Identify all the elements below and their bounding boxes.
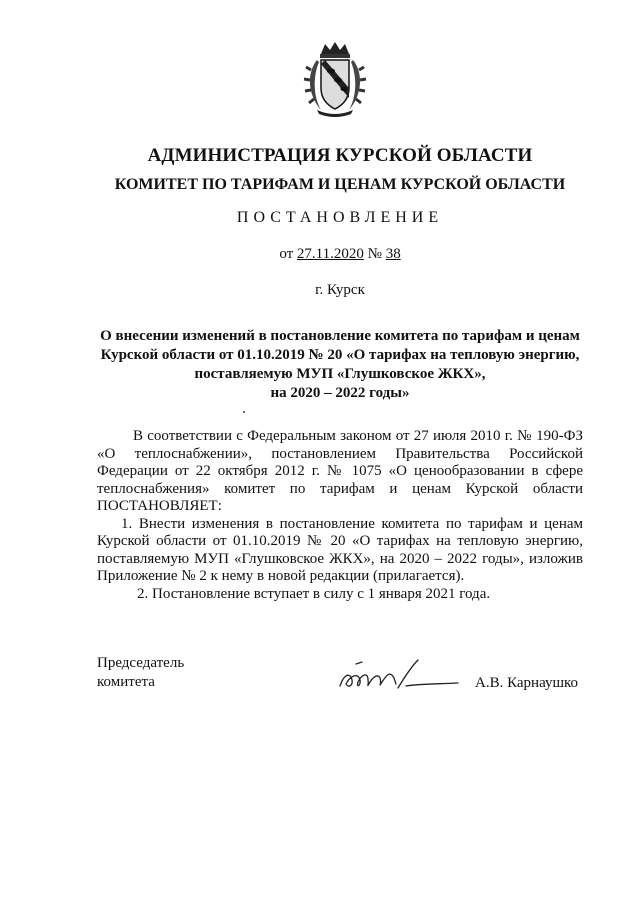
number-sign: № [367, 246, 382, 262]
kursk-oblast-coat-of-arms-icon [303, 40, 367, 118]
item-2-paragraph: 2. Постановление вступает в силу с 1 января 2021 года. [137, 585, 491, 602]
subject-line: О внесении изменений в постановление комитета по тарифам и ценам [100, 328, 580, 344]
position-line-1: Председатель [97, 655, 185, 671]
subject-line: поставляемую МУП «Глушковское ЖКХ», [194, 366, 486, 382]
position-line-2: комитета [97, 674, 155, 690]
city: г. Курск [315, 282, 365, 298]
date-line [60, 246, 620, 263]
item-1-paragraph: 1. Внести изменения в постановление комитета по тарифам и ценам Курской области от 01.10.2019 № 20 «О тарифах на тепловую энергию, поставляемую МУП «Глушковское ЖКХ», на 2020 – 2022 годы», изложив Приложение № 2 к нему в новой редакции (прилагается). [97, 515, 583, 584]
document-body [97, 428, 583, 603]
stray-dot [243, 411, 245, 413]
document-type: ПОСТАНОВЛЕНИЕ [236, 209, 444, 226]
document-date: 27.11.2020 [296, 246, 364, 262]
subject-line: Курской области от 01.10.2019 № 20 «О тарифах на тепловую энергию, [100, 347, 580, 363]
signatory-position [97, 654, 184, 692]
date-prefix: от [279, 246, 294, 262]
organization-name: АДМИНИСТРАЦИЯ КУРСКОЙ ОБЛАСТИ [147, 145, 533, 166]
handwritten-signature-icon [336, 656, 460, 696]
subject-line: на 2020 – 2022 годы» [270, 385, 410, 401]
signatory-name: А.В. Карнаушко [475, 675, 579, 691]
document-number: 38 [385, 246, 401, 262]
committee-name: КОМИТЕТ ПО ТАРИФАМ И ЦЕНАМ КУРСКОЙ ОБЛАСТИ [114, 176, 566, 193]
preamble-paragraph: В соответствии с Федеральным законом от 27 июля 2010 г. № 190-ФЗ «О теплоснабжении», постановлением Правительства Российской Федерации от 22 октября 2012 г. № 1075 «О ценообразовании в сфере теплоснабжения» комитет по тарифам и ценам Курской области ПОСТАНОВЛЯЕТ: [97, 428, 583, 514]
document-subject [80, 327, 600, 403]
